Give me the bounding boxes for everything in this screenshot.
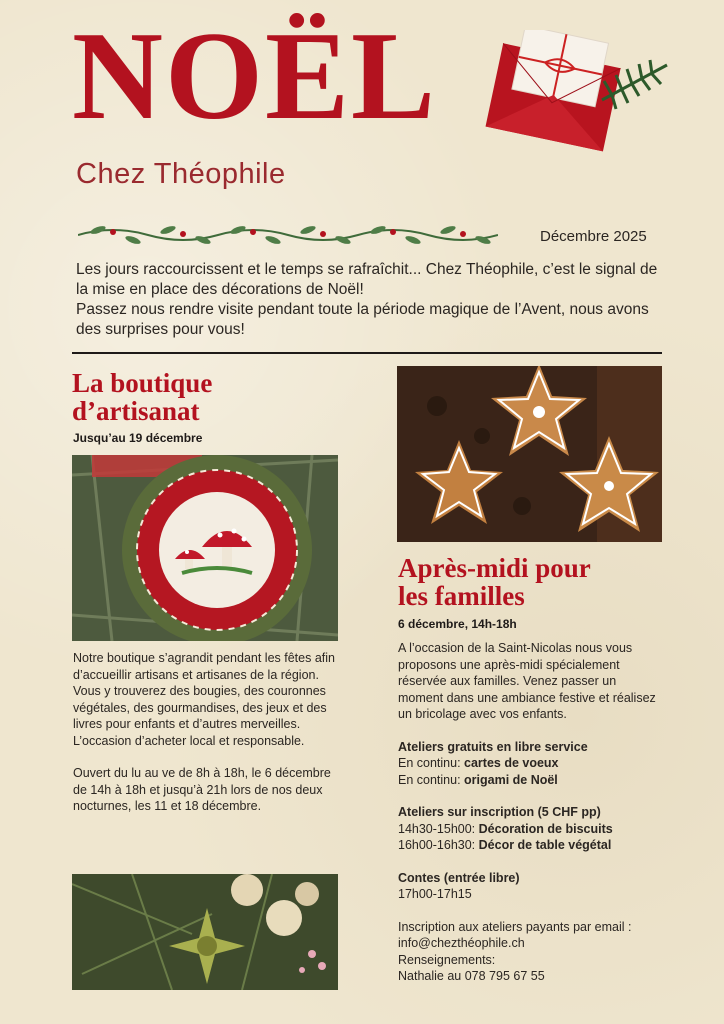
boutique-paragraph: L’occasion d’acheter local et responsable. (73, 733, 305, 748)
intro-paragraph: Passez nous rendre visite pendant toute la période magique de l’Avent, nous avons des surprises pour vous! (76, 301, 649, 338)
boutique-title: La boutique d’artisanat (72, 368, 213, 426)
divider (72, 352, 662, 354)
contact-email-link[interactable]: info@chezthéophile.ch (398, 936, 525, 950)
felt-mushroom-ornament-image (72, 455, 338, 641)
tales-heading: Contes (entrée libre) (398, 870, 520, 885)
page-title: NOËL (72, 7, 438, 146)
contact-phone: Nathalie au 078 795 67 55 (398, 969, 545, 983)
holly-garland-icon (78, 220, 498, 250)
festive-wreath-image (72, 874, 338, 990)
intro-paragraph: Les jours raccourcissent et le temps se rafraîchit... Chez Théophile, c’est le signal de la mise en place des décorations de Noël! (76, 261, 658, 298)
contact-text: Inscription aux ateliers payants par email : (398, 919, 632, 934)
free-workshop-item: En continu: cartes de voeux (398, 756, 559, 770)
famille-dates: 6 décembre, 14h-18h (398, 617, 517, 631)
paid-workshop-item: 16h00-16h30: Décor de table végétal (398, 838, 612, 852)
intro-text (76, 260, 666, 340)
famille-title: Après-midi pour les familles (398, 553, 591, 611)
issue-date: Décembre 2025 (540, 228, 647, 245)
boutique-dates: Jusqu’au 19 décembre (73, 431, 203, 445)
boutique-hours: Ouvert du lu au ve de 8h à 18h, le 6 décembre de 14h à 18h et jusqu’à 21h lors de nos deux nocturnes, les 11 et 18 décembre. (73, 766, 331, 813)
paid-workshops-heading: Ateliers sur inscription (5 CHF pp) (398, 805, 601, 819)
famille-details (398, 640, 664, 985)
tales-time: 17h00-17h15 (398, 887, 472, 901)
boutique-description (73, 650, 345, 815)
famille-intro: A l’occasion de la Saint-Nicolas nous vous proposons une après-midi spécialement réservée aux familles. Venez passer un moment dans une ambiance festive et réalisez un bricolage avec vos enfants. (398, 641, 656, 721)
free-workshops-heading: Ateliers gratuits en libre service (398, 739, 588, 754)
paid-workshop-item: 14h30-15h00: Décoration de biscuits (398, 821, 613, 836)
gingerbread-cookies-image (397, 366, 662, 542)
free-workshop-item: En continu: origami de Noël (398, 772, 558, 787)
boutique-paragraph: Vous y trouverez des bougies, des couronnes végétales, des gourmandises, des jeux et des livres pour enfants et d’autres merveilles. (73, 684, 327, 731)
info-label: Renseignements: (398, 952, 496, 967)
boutique-paragraph: Notre boutique s’agrandit pendant les fêtes afin d’accueillir artisans et artisanes de la région. (73, 651, 335, 682)
envelope-illustration (482, 30, 672, 180)
page-subtitle: Chez Théophile (76, 158, 286, 190)
